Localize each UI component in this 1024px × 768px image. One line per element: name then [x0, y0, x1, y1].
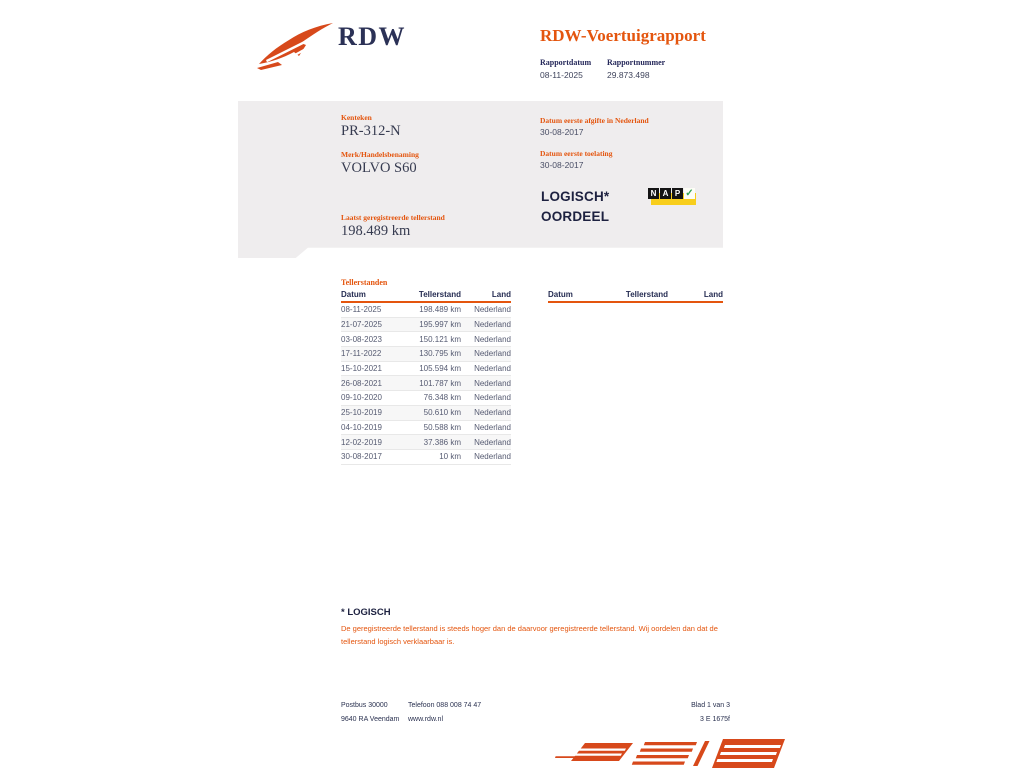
col-header-land: Land: [703, 290, 723, 299]
table-row: 30-08-2017 10 km Nederland: [341, 450, 511, 465]
toelating-label: Datum eerste toelating: [540, 149, 613, 158]
afgifte-value: 30-08-2017: [540, 127, 584, 137]
table-row: 03-08-2023 150.121 km Nederland: [341, 332, 511, 347]
report-date-block: [540, 58, 591, 80]
table-row: 17-11-2022 130.795 km Nederland: [341, 347, 511, 362]
footer-website: www.rdw.nl: [408, 716, 444, 723]
oordeel-line1: LOGISCH*: [541, 189, 610, 204]
tellerstanden-table-empty: [548, 290, 723, 303]
rdw-footer-stripe-graphic: [545, 739, 785, 768]
footnote-title: * LOGISCH: [341, 607, 391, 618]
footer-page-info: [600, 699, 730, 727]
oordeel-line2: OORDEEL: [541, 209, 610, 224]
table-row: 08-11-2025 198.489 km Nederland: [341, 303, 511, 318]
page-title: RDW-Voertuigrapport: [540, 26, 706, 45]
table-row: 26-08-2021 101.787 km Nederland: [341, 376, 511, 391]
tellerstand-value: 198.489 km: [341, 223, 411, 239]
kenteken-label: Kenteken: [341, 113, 372, 122]
afgifte-label: Datum eerste afgifte in Nederland: [540, 116, 649, 125]
footer-contact: [408, 699, 481, 727]
tellerstanden-rows: [341, 303, 511, 465]
nap-letter-n: N: [648, 188, 659, 199]
nap-checkmark-icon: ✓: [685, 188, 694, 199]
oordeel-text: [541, 187, 609, 227]
col-header-datum: Datum: [341, 290, 366, 299]
col-header-datum: Datum: [548, 290, 573, 299]
report-date-value: 08-11-2025: [540, 70, 583, 80]
tellerstanden-section-title: Tellerstanden: [341, 278, 388, 287]
nap-logo: [648, 188, 698, 206]
vehicle-summary-card: [238, 101, 723, 258]
merk-value: VOLVO S60: [341, 160, 417, 176]
col-header-tellerstand: Tellerstand: [418, 290, 461, 299]
col-header-tellerstand: Tellerstand: [625, 290, 668, 299]
tellerstanden-table: [341, 290, 511, 465]
table-header-row: [341, 290, 511, 303]
footer-address-line2: 9640 RA Veendam: [341, 716, 400, 723]
table-row: 21-07-2025 195.997 km Nederland: [341, 318, 511, 333]
report-number-label: Rapportnummer: [607, 58, 666, 67]
table-header-row: [548, 290, 723, 303]
footer-page-number: Blad 1 van 3: [691, 702, 730, 709]
footer-address: [341, 699, 399, 727]
tellerstand-label: Laatst geregistreerde tellerstand: [341, 213, 445, 222]
kenteken-value: PR-312-N: [341, 123, 401, 139]
table-row: 04-10-2019 50.588 km Nederland: [341, 421, 511, 436]
rdw-bird-logo-icon: [256, 22, 334, 70]
table-row: 25-10-2019 50.610 km Nederland: [341, 406, 511, 421]
footnote-text: De geregistreerde tellerstand is steeds hoger dan de daarvoor geregistreerde tellerstand. Wij oordelen dan dat de tellerstand logisch verklaarbaar is.: [341, 624, 718, 646]
nap-letter-a: A: [660, 188, 671, 199]
merk-label: Merk/Handelsbenaming: [341, 150, 419, 159]
footer-form-code: 3 E 1675f: [700, 716, 730, 723]
rdw-wordmark: RDW: [338, 22, 407, 51]
footer-phone: Telefoon 088 008 74 47: [408, 702, 482, 709]
col-header-land: Land: [491, 290, 511, 299]
footer-address-line1: Postbus 30000: [341, 702, 388, 709]
report-number-block: [607, 58, 665, 80]
report-number-value: 29.873.498: [607, 70, 650, 80]
table-row: 15-10-2021 105.594 km Nederland: [341, 362, 511, 377]
table-row: 12-02-2019 37.386 km Nederland: [341, 435, 511, 450]
nap-letter-p: P: [672, 188, 683, 199]
toelating-value: 30-08-2017: [540, 160, 584, 170]
report-date-label: Rapportdatum: [540, 58, 592, 67]
table-row: 09-10-2020 76.348 km Nederland: [341, 391, 511, 406]
